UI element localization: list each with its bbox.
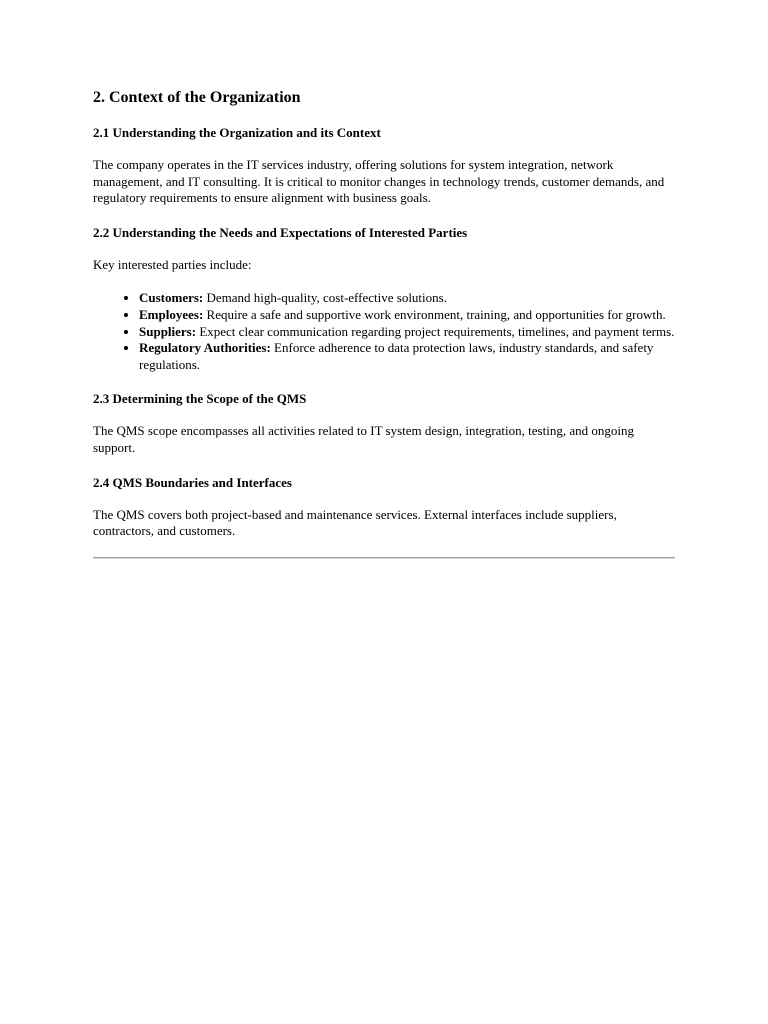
- section-body-2-3: The QMS scope encompasses all activities related to IT system design, integration, testing, and ongoing support.: [93, 423, 634, 455]
- interested-parties-list: [93, 290, 675, 373]
- list-item-term: Employees:: [139, 306, 204, 322]
- section-heading-2-3: 2.3 Determining the Scope of the QMS: [93, 391, 307, 407]
- section-heading-2-4: 2.4 QMS Boundaries and Interfaces: [93, 474, 292, 490]
- section-intro-2-2: Key interested parties include:: [93, 256, 252, 272]
- list-item-term: Regulatory Authorities:: [139, 340, 271, 356]
- list-item-term: Suppliers:: [139, 323, 197, 339]
- list-item: [139, 324, 675, 341]
- list-item-term: Customers:: [139, 290, 204, 306]
- list-item-text: Require a safe and supportive work environment, training, and opportunities for growth.: [203, 306, 666, 322]
- section-body-2-1: The company operates in the IT services industry, offering solutions for system integration, network management, and IT consulting. It is critical to monitor changes in technology trends, customer demands, and regulatory requirements to ensure alignment with business goals.: [93, 157, 665, 206]
- section-heading-2-2: 2.2 Understanding the Needs and Expectations of Interested Parties: [93, 224, 468, 240]
- list-item-text: Demand high-quality, cost-effective solutions.: [203, 290, 447, 306]
- list-item-text: Enforce adherence to data protection laws, industry standards, and safety regulations.: [139, 340, 654, 372]
- list-item: [139, 307, 675, 324]
- list-item: [139, 340, 675, 373]
- list-item: [139, 290, 675, 307]
- section-body-2-4: The QMS covers both project-based and maintenance services. External interfaces include suppliers, contractors, and customers.: [93, 506, 617, 539]
- horizontal-divider: [93, 557, 675, 559]
- page-title: 2. Context of the Organization: [93, 89, 301, 106]
- section-heading-2-1: 2.1 Understanding the Organization and its Context: [93, 125, 381, 140]
- document-content: [93, 88, 675, 559]
- list-item-text: Expect clear communication regarding project requirements, timelines, and payment terms.: [196, 323, 675, 339]
